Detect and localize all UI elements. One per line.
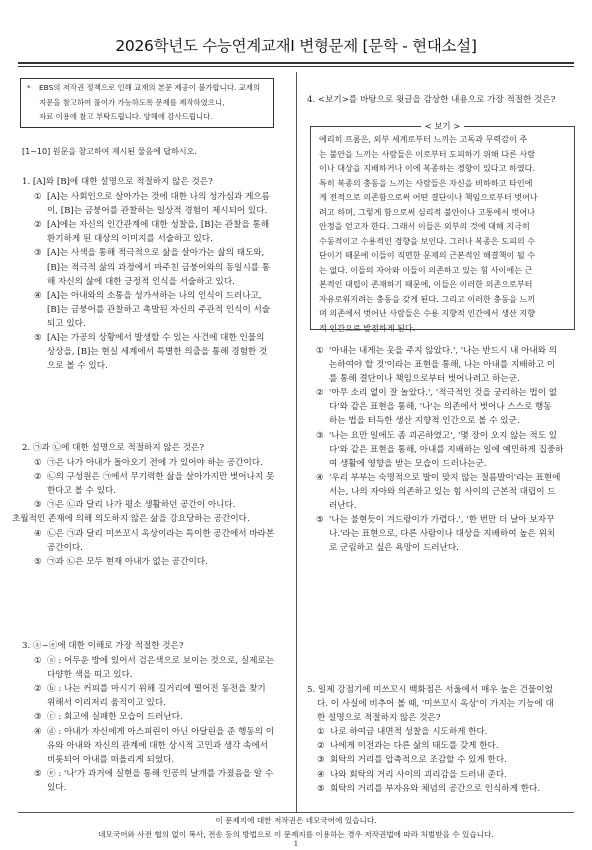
bogi-line: 안정을 얻고자 한다. 그래서 이들은 외부의 것에 대해 지극히 [319, 221, 530, 231]
option-3[interactable] [34, 710, 290, 724]
option-number: ② [34, 684, 42, 695]
option-text: ㉡은 ㉠과 달리 미쓰꼬시 옥상이라는 특이한 공간에서 바라본 [47, 528, 275, 539]
option-number: ⑤ [34, 556, 42, 567]
option-text: 환기하게 된 대상의 이미지를 서술하고 있다. [47, 234, 213, 245]
option-text: 나에게 이전과는 다른 삶의 태도를 갖게 한다. [330, 741, 499, 752]
option-text: ㉡의 구성원은 ㉠에서 무기력한 삶을 살아가지만 벗어나지 못 [47, 472, 275, 483]
question-stem: 한 설명으로 적절하지 않은 것은? [317, 713, 441, 724]
option-text: [B]는 적극적 삶의 과정에서 마주친 금붕어와의 동일시를 통 [47, 262, 271, 273]
option-number: ③ [34, 500, 42, 511]
bogi-line: 게 전적으로 의존함으로써 어떤 결단이나 책임으로부터 벗어나 [319, 192, 538, 202]
bogi-line: 며 의존에서 벗어난 사람들은 수용 지향적 인간에서 생산 지향 [319, 308, 536, 318]
option-number: ③ [317, 755, 325, 766]
option-text: ⓒ : 회고에 실패한 모습이 드러난다. [47, 712, 183, 723]
option-4[interactable] [317, 768, 577, 782]
footer-rule [18, 812, 574, 813]
option-1[interactable] [34, 190, 290, 218]
bogi-box [310, 121, 575, 333]
bogi-line: 려고 하며, 그렇게 함으로써 심리적 불안이나 고통에서 벗어나 [319, 206, 536, 217]
option-text: 한다고 볼 수 있다. [47, 486, 117, 497]
option-text: ⓔ : '나'가 과거에 실현을 통해 인공의 날개를 가졌음을 알 수 [47, 768, 274, 779]
bogi-title: < 보기 > [311, 120, 574, 132]
option-3[interactable] [316, 429, 578, 471]
option-5[interactable] [34, 331, 290, 373]
bogi-line: 에리히 프롬은, 외부 세계로부터 느끼는 고독과 무력감이 주 [319, 134, 528, 144]
option-4[interactable] [34, 527, 290, 555]
option-number: ③ [34, 248, 42, 259]
option-text: [A]는 사회인으로 살아가는 것에 대한 나의 성가심과 게으름 [47, 192, 270, 203]
option-2[interactable] [316, 386, 578, 428]
option-text: [A]는 사색을 통해 적극적으로 삶을 살아가는 삶의 태도와, [47, 248, 265, 259]
question-stem: 4. <보기>를 바탕으로 윗글을 감상한 내용으로 가장 적절한 것은? [307, 95, 556, 105]
option-number: ④ [34, 528, 42, 539]
option-text: ㉠은 ㉡과 달리 나가 평소 생활하던 공간이 아니다. [47, 500, 236, 511]
question-3 [22, 639, 290, 795]
option-4[interactable] [34, 289, 290, 331]
option-text: 여 생활에 영향을 받는 모습이 드러나는군. [329, 458, 487, 469]
bogi-line: 적 인간으로 발전하게 된다. [319, 322, 416, 333]
option-number: ② [34, 220, 42, 231]
option-2[interactable] [34, 218, 290, 246]
option-3[interactable] [317, 753, 577, 767]
question-4 [307, 93, 577, 107]
option-text: 다양한 색을 띠고 있다. [47, 670, 133, 681]
option-number: ⑤ [34, 768, 42, 779]
notice-line: EBS의 저작권 정책으로 인해 교재의 본문 제공이 불가합니다. 교재의 [39, 83, 261, 92]
question-4-options [316, 344, 578, 555]
option-text: [A]는 가공의 상황에서 발생할 수 있는 사건에 대한 인물의 [47, 333, 265, 344]
option-text: 러난다. [329, 501, 357, 512]
option-text: '아내는 내게는 옷을 주지 않았다.', '나는 반드시 내 아내와 의 [329, 346, 558, 356]
bogi-line: 본적인 대립이 존재하기 때문에, 이들은 이러한 의존으로부터 [319, 279, 533, 289]
option-number: ② [34, 472, 42, 483]
option-text: ㉠은 나가 아내가 돌아오기 전에 가 있어야 하는 공간이다. [47, 458, 263, 469]
option-text: 위해서 이리저리 움직이고 있다. [47, 698, 166, 709]
option-text: '나는 불현듯이 겨드랑이가 가렵다.', '한 번만 더 날아 보자꾸 [329, 515, 555, 526]
footer-warning: 네모국어와 사전 협의 없이 복사, 전송 등의 방법으로 이 문제지를 이용하는 경우 저작권법에 따라 처벌받을 수 있습니다. [98, 830, 494, 839]
option-text: 서는, 나의 자아와 의존하고 있는 힘 사이의 근본적 대립이 드 [329, 486, 556, 497]
header-rule-thin [18, 66, 574, 67]
bogi-line: 는 없다. 이들의 자아와 이들이 의존하고 있는 힘 사이에는 근 [319, 264, 533, 275]
question-1 [22, 175, 290, 373]
question-stem: 5. 일제 강점기에 미쓰꼬시 백화점은 서울에서 매우 높은 건물이었 [307, 685, 553, 695]
page-number: 1 [293, 840, 299, 848]
option-1[interactable] [34, 654, 290, 682]
column-divider [296, 72, 297, 812]
option-extra-text: 초월적인 존재에 의해 의도하지 않은 삶을 강요당하는 공간이다. [12, 514, 250, 525]
option-number: ③ [316, 430, 324, 441]
option-number: ⑤ [34, 333, 42, 344]
notice-line: 자료 이용에 참고 부탁드립니다. 양해에 감사드립니다. [39, 112, 213, 121]
option-text: ⓐ : 어두운 방에 있어서 검은색으로 보이는 것으로, 실제로는 [47, 656, 275, 667]
bogi-line: 수동적이고 수용적인 경향을 보인다. 그러나 복종은 도피의 수 [319, 235, 536, 246]
bogi-line: 는 불안을 느끼는 사람들은 이로부터 도피하기 위해 다른 사람 [319, 148, 536, 159]
question-5 [307, 683, 577, 796]
option-4[interactable] [316, 471, 578, 513]
option-number: ① [34, 192, 42, 203]
option-2[interactable] [317, 739, 577, 753]
option-text: 상상을, [B]는 현실 세계에서 특별한 의출을 통해 경험한 것 [47, 347, 268, 358]
option-text: 하는 법을 터득한 생산 지향적 인간으로 볼 수 있군. [329, 416, 520, 427]
option-text: 나와 회탁의 거리 사이의 괴리감을 드러내 준다. [330, 769, 507, 780]
option-3[interactable] [34, 246, 290, 288]
option-text: ⓓ : 아내가 자신에게 아스피린이 아닌 아달린을 준 행동의 이 [47, 726, 275, 737]
option-number: ④ [34, 726, 42, 737]
option-2[interactable] [34, 470, 290, 498]
option-number: ⑤ [316, 515, 324, 526]
footer-copyright: 이 문제지에 대한 저작권은 네모국어에 있습니다. [215, 816, 377, 825]
option-text: 으로 볼 수 있다. [47, 361, 108, 372]
option-number: ① [316, 346, 324, 356]
header-rule-thick [18, 62, 574, 64]
option-text: 있다. [47, 782, 67, 793]
option-text: 되고 있다. [47, 318, 86, 329]
option-text: 다'와 같은 표현을 통해, '나'는 의존에서 벗어나 스스로 행동 [329, 402, 552, 413]
option-text: ㉠과 ㉡은 모두 현재 아내가 없는 공간이다. [47, 556, 208, 567]
option-2[interactable] [34, 682, 290, 710]
option-text: 해 자신의 삶에 대한 긍정적 인식을 서술하고 있다. [47, 276, 235, 287]
option-1[interactable] [316, 344, 578, 386]
page-title: 2026학년도 수능연계교재Ⅰ 변형문제 [문학 - 현대소설] [115, 37, 477, 55]
option-number: ③ [34, 712, 42, 723]
option-text: 회탁의 거리를 부자유와 체념의 공간으로 인식하게 한다. [330, 783, 541, 794]
option-text: '우리 부부는 숙명적으로 발이 맞지 않는 절름발이'라는 표현에 [329, 472, 561, 483]
option-text: [B]는 금붕어를 관찰하고 촉발된 자신의 주관적 인식이 서술 [47, 304, 271, 315]
option-text: 회탁의 거리를 압축적으로 조감할 수 있게 한다. [330, 755, 507, 766]
option-1[interactable] [317, 725, 577, 739]
notice-line: 지문을 참고하여 풀이가 가능하도록 문제를 제작하였으니, [39, 97, 225, 107]
option-number: ④ [316, 472, 324, 483]
option-3[interactable] [34, 498, 290, 512]
option-text: '아무 소리 없이 잘 놀았다.', '적극적인 것을 궁리하는 법이 없 [329, 388, 558, 399]
question-2 [12, 441, 290, 569]
option-text: [A]에는 자신의 인간관계에 대한 성찰을, [B]는 관찰을 통해 [47, 220, 270, 231]
option-number: ① [317, 727, 325, 738]
option-text: 나.'라는 표현으로, 다른 사람이나 대상을 지배하여 높은 위치 [329, 529, 556, 540]
option-text: ⓑ : 나는 커피를 마시기 위해 길거리에 떨어진 동전을 찾기 [47, 684, 266, 695]
bogi-line: 단이기 때문에 이들이 직면한 문제의 근본적인 해결책이 될 수 [319, 250, 536, 260]
option-number: ⑤ [317, 783, 325, 794]
bogi-line: 특히 복종의 충동을 느끼는 사람들은 자신을 비하하고 타인에 [319, 177, 533, 188]
option-text: 비롯되어 아내를 떠올리게 되었다. [47, 754, 175, 765]
option-text: 다'와 같은 표현을 통해, 아내를 지배하는 일에 예민하게 집중하 [329, 444, 564, 455]
option-number: ② [317, 741, 325, 752]
option-text: 나로 하여금 내면적 성찰을 시도하게 한다. [330, 727, 488, 738]
notice-star: * [27, 83, 31, 92]
option-text: 공간이다. [47, 542, 83, 553]
instruction: [1~10] 원문을 참고하여 제시된 물음에 답하시오. [22, 147, 197, 156]
option-number: ④ [34, 290, 42, 301]
option-number: ④ [317, 769, 325, 780]
option-text: 유와 아내와 자신의 관계에 대한 상시적 고민과 생각 속에서 [47, 740, 269, 751]
bogi-line: 자유로워지려는 충동을 갖게 된다. 그리고 이러한 충동을 느끼 [319, 293, 536, 304]
option-5[interactable] [34, 767, 290, 795]
question-stem: 2. ㉠과 ㉡에 대한 설명으로 적절하지 않은 것은? [22, 443, 204, 453]
option-5[interactable] [317, 782, 577, 796]
option-number: ① [34, 458, 42, 469]
option-number: ② [316, 388, 324, 399]
option-text: 논하여야 할 것'이라는 표현을 통해, 나는 아내를 지배하고 이 [329, 360, 556, 371]
question-stem: 다. 이 사실에 비추어 볼 때, '미쓰꼬시 옥상'이 가지는 기능에 대 [317, 699, 554, 710]
option-text: '나는 요만 일에도 좀 괴곤하였고', '몇 장이 오지 않는 적도 있 [329, 430, 558, 441]
option-text: 로 군림하고 싶은 욕망이 드러난다. [329, 543, 459, 554]
option-5[interactable] [316, 513, 578, 555]
bogi-line: 이나 대상을 지배하거나 이에 복종하는 경향이 있다고 하였다. [319, 163, 536, 173]
copyright-notice-box [20, 78, 274, 128]
option-5[interactable] [34, 555, 290, 569]
option-text: 를 통해 결단이나 책임으로부터 벗어나려고 하는군. [329, 374, 520, 385]
option-number: ① [34, 656, 42, 667]
question-stem: 1. [A]와 [B]에 대한 설명으로 적절하지 않은 것은? [22, 177, 213, 187]
question-stem: 3. ⓐ~ⓔ에 대한 이해로 가장 적절한 것은? [22, 641, 184, 651]
option-text: [A]는 아내와의 소통을 성가셔하는 나의 인식이 드러나고, [47, 290, 262, 301]
option-4[interactable] [34, 725, 290, 767]
option-text: 이, [B]는 금붕어를 관찰하는 일상적 경험이 제시되어 있다. [47, 206, 268, 217]
option-1[interactable] [34, 456, 290, 470]
